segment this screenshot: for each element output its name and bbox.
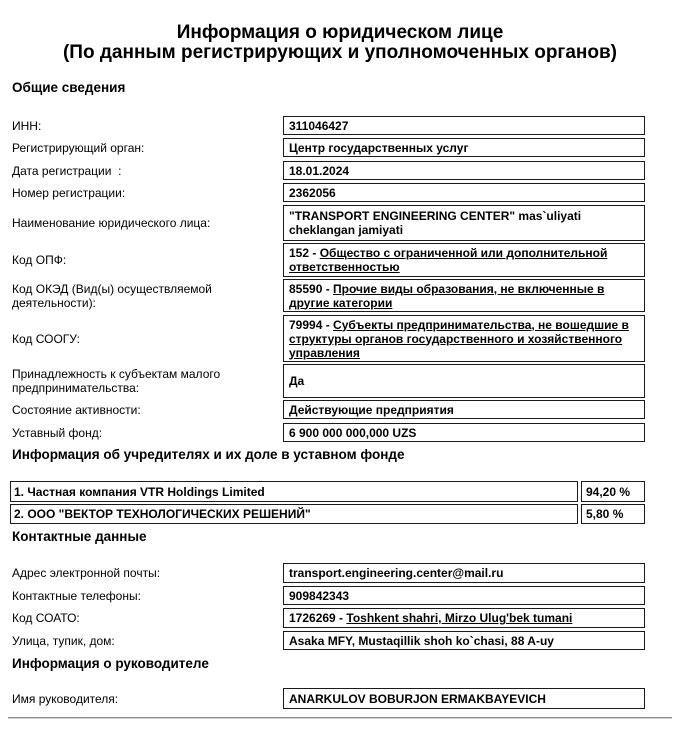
opf-value-box	[283, 243, 645, 277]
registering-body-value-box	[283, 138, 645, 157]
manager-name-value: ANARKULOV BOBURJON ERMAKBAYEVICH	[289, 691, 546, 706]
street-label: Улица, тупик, дом:	[12, 633, 115, 648]
inn-label: ИНН:	[12, 118, 42, 133]
code-separator: -	[335, 611, 347, 625]
row-street	[0, 631, 680, 650]
founder-name: 1. Частная компания VTR Holdings Limited	[14, 484, 265, 499]
opf-code: 152	[289, 246, 310, 260]
opf-label: Код ОПФ:	[12, 253, 67, 267]
soogu-label: Код СООГУ:	[12, 331, 80, 346]
registration-number-label: Номер регистрации:	[12, 185, 126, 200]
row-registering-body	[0, 138, 680, 157]
email-label: Адрес электронной почты:	[12, 566, 161, 580]
founder-name-box	[10, 481, 578, 502]
small-business-value-box	[283, 364, 645, 398]
charter-fund-label: Уставный фонд:	[12, 425, 103, 440]
street-value-box	[283, 631, 645, 650]
field-label	[12, 586, 262, 605]
inn-value-box	[283, 116, 645, 135]
email-value-box	[283, 563, 645, 583]
founder-row	[0, 504, 680, 524]
field-label	[12, 243, 262, 277]
street-value: Asaka MFY, Mustaqillik shoh ko`chasi, 88 A-uy	[289, 633, 554, 648]
soato-name-link[interactable]: Toshkent shahri, Mirzo Ulug'bek tumani	[346, 611, 573, 625]
field-label	[12, 183, 262, 202]
registration-number-value: 2362056	[289, 185, 336, 200]
registering-body-label: Регистрирующий орган:	[12, 140, 145, 155]
field-label	[12, 279, 262, 312]
phones-label: Контактные телефоны:	[12, 588, 141, 603]
code-separator: -	[322, 281, 334, 296]
field-label	[12, 138, 262, 157]
registration-number-value-box	[283, 183, 645, 202]
phones-value: 909842343	[289, 588, 350, 603]
row-soato	[0, 608, 680, 628]
field-label	[12, 688, 262, 709]
row-email	[0, 563, 680, 583]
legal-name-label: Наименование юридического лица:	[12, 216, 211, 230]
opf-name-link[interactable]: Общество с ограниченной или дополнительной ответственностью	[289, 246, 608, 274]
registration-date-label: Дата регистрации :	[12, 163, 122, 178]
row-registration-date	[0, 161, 680, 180]
activity-status-value-box	[283, 400, 645, 419]
row-oked	[0, 279, 680, 312]
small-business-value: Да	[289, 374, 305, 388]
soogu-value-box	[283, 315, 645, 362]
row-activity-status	[0, 400, 680, 419]
registering-body-value: Центр государственных услуг	[289, 140, 469, 155]
soato-value-box	[283, 608, 645, 628]
legal-name-value-box	[283, 205, 645, 241]
contacts-heading: Контактные данные	[12, 529, 147, 544]
page-title-line2: (По данным регистрирующих и уполномоченных органов)	[62, 42, 617, 63]
soogu-name-link[interactable]: Субъекты предпринимательства, не вошедшие в структуры органов государственного и хозяйственного управления	[289, 317, 629, 360]
soato-label: Код СОАТО:	[12, 611, 80, 625]
legal-name-value: "TRANSPORT ENGINEERING CENTER" mas`uliyati cheklangan jamiyati	[289, 209, 582, 237]
page-title-line1: Информация о юридическом лице	[176, 22, 504, 43]
oked-code: 85590	[289, 281, 323, 296]
field-label	[12, 116, 262, 135]
registration-date-value-box	[283, 161, 645, 180]
founder-name: 2. ООО "ВЕКТОР ТЕХНОЛОГИЧЕСКИХ РЕШЕНИЙ"	[14, 507, 311, 521]
field-label	[12, 161, 262, 180]
founders-heading: Информация об учредителях и их доле в уставном фонде	[12, 447, 405, 462]
row-legal-name	[0, 205, 680, 241]
row-registration-number	[0, 183, 680, 202]
row-manager-name	[0, 688, 680, 709]
manager-heading: Информация о руководителе	[12, 656, 209, 671]
inn-value: 311046427	[289, 118, 349, 133]
small-business-label: Принадлежность к субъектам малого предпринимательства:	[12, 367, 224, 395]
founder-share: 5,80 %	[586, 507, 624, 521]
bottom-divider	[8, 717, 672, 719]
row-opf	[0, 243, 680, 277]
phones-value-box	[283, 586, 645, 605]
manager-name-value-box	[283, 688, 645, 709]
page-title	[0, 23, 680, 63]
activity-status-label: Состояние активности:	[12, 402, 141, 417]
row-phones	[0, 586, 680, 605]
registration-date-value: 18.01.2024	[289, 163, 350, 178]
founder-share-box	[581, 481, 645, 502]
row-small-business	[0, 364, 680, 398]
row-inn	[0, 116, 680, 135]
field-label	[12, 563, 262, 583]
charter-fund-value: 6 900 000 000,000 UZS	[289, 425, 417, 440]
code-separator: -	[309, 246, 320, 260]
field-label	[12, 423, 262, 442]
oked-label: Код ОКЭД (Вид(ы) осуществляемой деятельности):	[12, 281, 216, 310]
oked-name-link[interactable]: Прочие виды образования, не включенные в другие категории	[289, 281, 605, 310]
founder-share: 94,20 %	[586, 484, 631, 499]
oked-value-box	[283, 279, 645, 312]
founder-share-box	[581, 504, 645, 524]
field-label	[12, 400, 262, 419]
row-charter-fund	[0, 423, 680, 442]
founder-row	[0, 481, 680, 502]
soato-code: 1726269	[289, 611, 336, 625]
soogu-code: 79994	[289, 317, 323, 332]
field-label	[12, 631, 262, 650]
founder-name-box	[10, 504, 578, 524]
code-separator: -	[322, 317, 334, 332]
field-label	[12, 608, 262, 628]
field-label	[12, 205, 262, 241]
field-label	[12, 364, 262, 398]
charter-fund-value-box	[283, 423, 645, 442]
email-value: transport.engineering.center@mail.ru	[289, 566, 504, 580]
field-label	[12, 315, 262, 362]
activity-status-value: Действующие предприятия	[289, 402, 454, 417]
manager-name-label: Имя руководителя:	[12, 691, 119, 706]
row-soogu	[0, 315, 680, 362]
general-heading: Общие сведения	[12, 80, 126, 95]
